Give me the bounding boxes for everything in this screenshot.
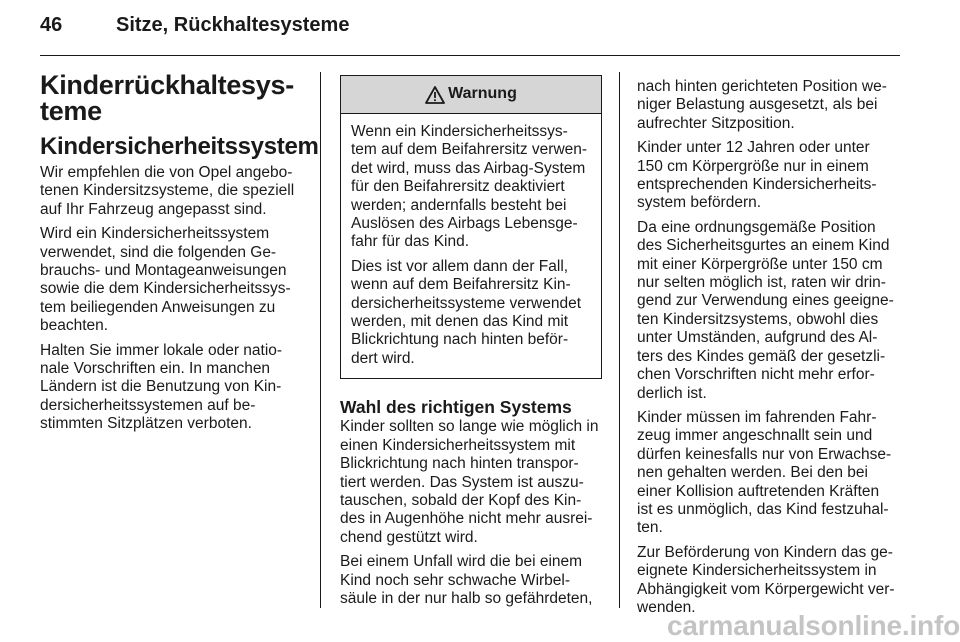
section-title: Sitze, Rückhaltesysteme — [116, 14, 350, 36]
page-number: 46 — [40, 14, 63, 36]
column-left — [40, 70, 319, 440]
column-right — [637, 78, 903, 623]
paragraph: Zur Beförderung von Kindern das ge- eignete Kindersicherheitssystem in Abhängigkeit vom Körpergewicht ver- wenden. — [637, 543, 895, 616]
selection-section — [340, 397, 602, 608]
watermark: carmanualsonline.info — [667, 610, 960, 641]
paragraph: Kinder müssen im fahrenden Fahr- zeug immer angeschnallt sein und dürfen keinesfalls nur von Erwachse- nen gehalten werden. Bei den bei einer Kollision auftretenden Kräften ist es unmöglich, das Kind festzuhal- ten. — [637, 408, 892, 537]
column-divider-1 — [320, 72, 321, 608]
column-divider-2 — [619, 72, 620, 608]
warning-triangle-icon — [425, 86, 445, 104]
column-middle — [340, 75, 602, 614]
warning-paragraph: Wenn ein Kindersicherheitssys- tem auf dem Beifahrersitz verwen- det wird, muss das Airbag-System für den Beifahrersitz deaktiviert werden; andernfalls besteht bei Auslösen des Airbags Lebensge- fahr für das Kind. — [351, 123, 588, 251]
header-rule — [40, 55, 900, 56]
paragraph: Wird ein Kindersicherheitssystem verwendet, sind die folgenden Ge- brauchs- und Montageanweisungen sowie die dem Kindersicherheitssys- tem beiliegenden Anweisungen zu beachten. — [40, 225, 291, 335]
warning-header — [341, 76, 601, 114]
paragraph: Kinder sollten so lange wie möglich in einen Kindersicherheitssystem mit Blickrichtung nach hinten transpor- tiert werden. Das System ist auszu- tauschen, sobald der Kopf des Kin- des in Augenhöhe nicht mehr ausrei- chend gestützt wird. — [340, 418, 599, 546]
section-heading: Kindersicherheitssystem — [40, 133, 319, 160]
paragraph: Bei einem Unfall wird die bei einem Kind noch sehr schwache Wirbel- säule in der nur halb so gefährdeten, — [340, 553, 593, 607]
paragraph: nach hinten gerichteten Position we- niger Belastung ausgesetzt, als bei aufrechter Sitzposition. — [637, 78, 887, 132]
section-heading-selection: Wahl des richtigen Systems — [340, 397, 572, 418]
paragraph: Halten Sie immer lokale oder natio- nale Vorschriften ein. In manchen Ländern ist die Benutzung von Kin- dersicherheitssystemen auf be- stimmten Sitzplätzen verboten. — [40, 341, 283, 433]
warning-label: Warnung — [448, 85, 517, 103]
chapter-heading: Kinderrückhaltesys- teme — [40, 70, 294, 126]
warning-paragraph: Dies ist vor allem dann der Fall, wenn auf dem Beifahrersitz Kin- dersicherheitssysteme verwendet werden, mit denen das Kind mit Blickrichtung nach hinten beför- dert wird. — [351, 257, 582, 367]
warning-body — [341, 114, 601, 378]
paragraph: Kinder unter 12 Jahren oder unter 150 cm Körpergröße nur in einem entsprechenden Kindersicherheits- system befördern. — [637, 139, 877, 212]
warning-box — [340, 75, 602, 379]
paragraph: Wir empfehlen die von Opel angebo- tenen Kindersitzsysteme, die speziell auf Ihr Fahrzeug angepasst sind. — [40, 164, 295, 218]
paragraph: Da eine ordnungsgemäße Position des Sicherheitsgurtes an einem Kind mit einer Körpergröße unter 150 cm nur selten möglich ist, raten wir drin- gend zur Verwendung eines geeigne- ten Kindersitzsystems, obwohl dies unter Umständen, aufgrund des Al- ters des Kindes gemäß der gesetzli- chen Vorschriften nicht mehr erfor- derlich ist. — [637, 218, 894, 402]
